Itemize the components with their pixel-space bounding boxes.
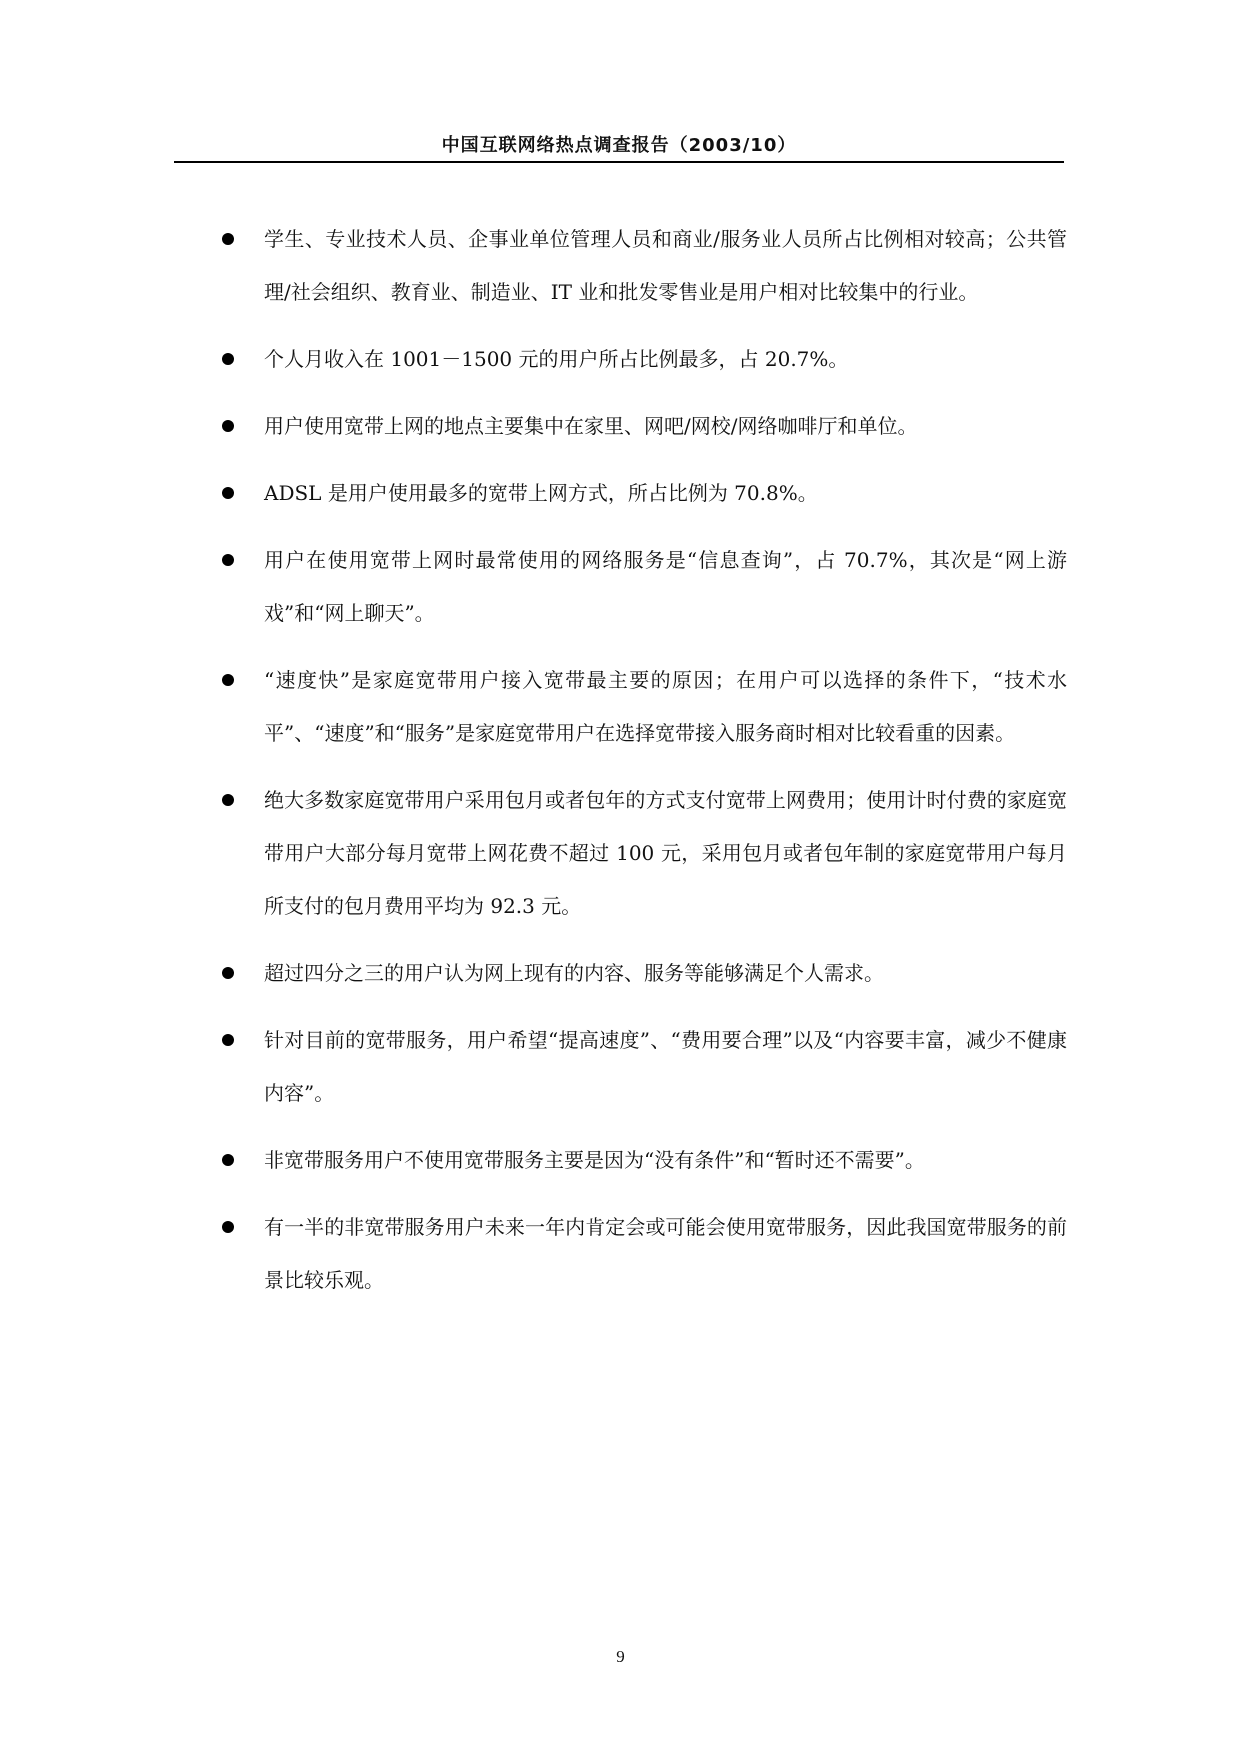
bullet-icon (222, 233, 234, 245)
bullet-icon (222, 1034, 234, 1046)
list-item-text: 非宽带服务用户不使用宽带服务主要是因为“没有条件”和“暂时还不需要”。 (264, 1148, 925, 1172)
bullet-icon (222, 353, 234, 365)
bullet-icon (222, 487, 234, 499)
bullet-icon (222, 674, 234, 686)
list-item-text: “速度快”是家庭宽带用户接入宽带最主要的原因；在用户可以选择的条件下，“技术水平”、“速度”和“服务”是家庭宽带用户在选择宽带接入服务商时相对比较看重的因素。 (264, 668, 1067, 745)
list-item (222, 654, 1067, 760)
list-item-text: 绝大多数家庭宽带用户采用包月或者包年的方式支付宽带上网费用；使用计时付费的家庭宽带用户大部分每月宽带上网花费不超过 100 元，采用包月或者包年制的家庭宽带用户每月所支付的包月费用平均为 92.3 元。 (264, 788, 1067, 918)
findings-list (222, 213, 1067, 1321)
list-item-text: 用户使用宽带上网的地点主要集中在家里、网吧/网校/网络咖啡厅和单位。 (264, 414, 918, 438)
list-item (222, 213, 1067, 319)
list-item-text: ADSL 是用户使用最多的宽带上网方式，所占比例为 70.8%。 (264, 481, 818, 505)
bullet-icon (222, 554, 234, 566)
list-item (222, 333, 1067, 386)
bullet-icon (222, 1221, 234, 1233)
list-item (222, 1201, 1067, 1307)
bullet-icon (222, 420, 234, 432)
list-item-text: 有一半的非宽带服务用户未来一年内肯定会或可能会使用宽带服务，因此我国宽带服务的前景比较乐观。 (264, 1215, 1067, 1292)
page-number: 9 (616, 1647, 625, 1666)
header-divider (174, 161, 1064, 163)
list-item (222, 947, 1067, 1000)
list-item (222, 467, 1067, 520)
bullet-icon (222, 794, 234, 806)
bullet-icon (222, 967, 234, 979)
list-item-text: 超过四分之三的用户认为网上现有的内容、服务等能够满足个人需求。 (264, 961, 884, 985)
list-item-text: 个人月收入在 1001－1500 元的用户所占比例最多，占 20.7%。 (264, 347, 849, 371)
list-item (222, 1134, 1067, 1187)
bullet-icon (222, 1154, 234, 1166)
list-item-text: 学生、专业技术人员、企事业单位管理人员和商业/服务业人员所占比例相对较高；公共管理/社会组织、教育业、制造业、IT 业和批发零售业是用户相对比较集中的行业。 (264, 227, 1067, 304)
page-header-title: 中国互联网络热点调查报告（2003/10） (441, 135, 797, 156)
list-item-text: 用户在使用宽带上网时最常使用的网络服务是“信息查询”，占 70.7%，其次是“网上游戏”和“网上聊天”。 (264, 548, 1067, 625)
list-item-text: 针对目前的宽带服务，用户希望“提高速度”、“费用要合理”以及“内容要丰富，减少不健康内容”。 (264, 1028, 1067, 1105)
list-item (222, 534, 1067, 640)
list-item (222, 1014, 1067, 1120)
list-item (222, 400, 1067, 453)
list-item (222, 774, 1067, 933)
